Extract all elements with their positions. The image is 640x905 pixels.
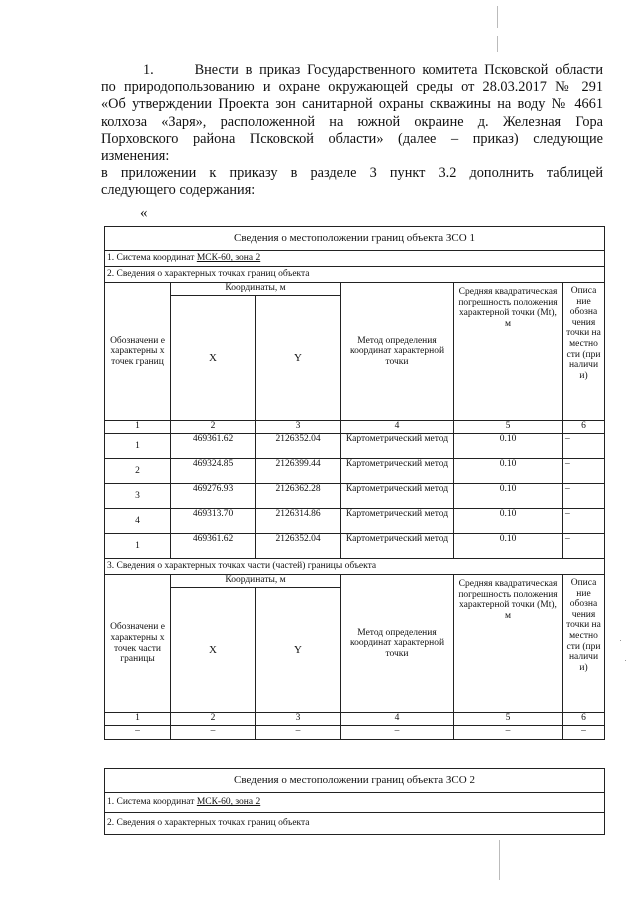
scan-mark [497, 36, 498, 52]
intro-text [101, 62, 603, 200]
part-cell: – [563, 726, 605, 740]
table-row [105, 484, 605, 509]
header-accuracy: Средняя квадратическая погрешность положения характерной точки (Mt), м [454, 283, 563, 421]
zso1-section-3: 3. Сведения о характерных точках части (частей) границы объекта [105, 559, 605, 575]
scan-dot [625, 660, 626, 661]
zso1-section-2: 2. Сведения о характерных точках границ объекта [105, 267, 605, 283]
zso2-coord-system [105, 793, 605, 813]
cell-mt: 0.10 [454, 459, 563, 484]
col-number: 3 [256, 421, 341, 434]
part-header-x: X [171, 588, 256, 713]
header-x: X [171, 296, 256, 421]
cell-x: 469361.62 [171, 434, 256, 459]
cell-y: 2126352.04 [256, 434, 341, 459]
cell-point: 1 [105, 534, 171, 559]
coord-system-label: 1. Система координат [107, 797, 197, 808]
part-header-description: Описа ние обозна чения точки на местно сти (при наличи и) [563, 575, 605, 713]
table-row [105, 534, 605, 559]
cell-desc: – [563, 434, 605, 459]
cell-y: 2126352.04 [256, 534, 341, 559]
scan-mark [497, 6, 498, 28]
cell-method: Картометрический метод [341, 434, 454, 459]
col-number: 4 [341, 713, 454, 726]
cell-desc: – [563, 484, 605, 509]
intro-line-text: Внести в приказ Государственного комитета Псковской области [194, 62, 603, 78]
cell-x: 469324.85 [171, 459, 256, 484]
intro-line-7: в приложении к приказу в разделе 3 пункт 3.2 дополнить таблицей [101, 165, 603, 182]
zso2-table [104, 768, 605, 835]
cell-y: 2126399.44 [256, 459, 341, 484]
cell-mt: 0.10 [454, 534, 563, 559]
cell-method: Картометрический метод [341, 534, 454, 559]
part-header-accuracy: Средняя квадратическая погрешность положения характерной точки (Mt), м [454, 575, 563, 713]
part-header-point: Обозначени е характерны х точек части границы [105, 575, 171, 713]
header-y: Y [256, 296, 341, 421]
cell-method: Картометрический метод [341, 509, 454, 534]
cell-point: 4 [105, 509, 171, 534]
cell-x: 469361.62 [171, 534, 256, 559]
cell-desc: – [563, 459, 605, 484]
col-number: 5 [454, 421, 563, 434]
part-header-coords: Координаты, м [171, 575, 341, 588]
cell-mt: 0.10 [454, 484, 563, 509]
cell-method: Картометрический метод [341, 484, 454, 509]
col-number: 6 [563, 713, 605, 726]
cell-x: 469313.70 [171, 509, 256, 534]
intro-line-6: изменения: [101, 148, 170, 165]
cell-desc: – [563, 509, 605, 534]
col-number: 6 [563, 421, 605, 434]
part-cell: – [171, 726, 256, 740]
header-method: Метод определения координат характерной точки [341, 283, 454, 421]
zso2-section-2: 2. Сведения о характерных точках границ объекта [105, 813, 605, 835]
cell-y: 2126314.86 [256, 509, 341, 534]
header-coords: Координаты, м [171, 283, 341, 296]
table-row [105, 434, 605, 459]
intro-line-3: «Об утверждении Проекта зон санитарной охраны скважины на воду № 4661 [101, 96, 603, 113]
part-cell: – [105, 726, 171, 740]
zso2-title: Сведения о местоположении границ объекта ЗСО 2 [105, 769, 605, 793]
cell-point: 3 [105, 484, 171, 509]
cell-mt: 0.10 [454, 434, 563, 459]
cell-point: 1 [105, 434, 171, 459]
cell-mt: 0.10 [454, 509, 563, 534]
part-cell: – [454, 726, 563, 740]
coord-system-value: МСК-60, зона 2 [196, 797, 261, 808]
intro-line-4: колхоза «Заря», расположенной на южной окраине д. Железная Гора [101, 113, 603, 130]
coord-system-value: МСК-60, зона 2 [196, 253, 261, 264]
item-number: 1. [143, 62, 154, 78]
part-cell: – [341, 726, 454, 740]
zso1-title: Сведения о местоположении границ объекта ЗСО 1 [105, 227, 605, 251]
col-number: 1 [105, 421, 171, 434]
zso1-table [104, 226, 605, 740]
intro-line-8: следующего содержания: [101, 182, 256, 199]
table-row [105, 459, 605, 484]
part-header-y: Y [256, 588, 341, 713]
intro-line-1 [101, 62, 603, 79]
table-row [105, 509, 605, 534]
part-cell: – [256, 726, 341, 740]
cell-method: Картометрический метод [341, 459, 454, 484]
zso1-coord-system [105, 251, 605, 267]
cell-y: 2126362.28 [256, 484, 341, 509]
cell-point: 2 [105, 459, 171, 484]
table-row [105, 726, 605, 740]
col-number: 2 [171, 421, 256, 434]
scan-dot [620, 640, 621, 641]
header-description: Описа ние обозна чения точки на местно сти (при наличи и) [563, 283, 605, 421]
header-point: Обозначени е характерны х точек границ [105, 283, 171, 421]
col-number: 3 [256, 713, 341, 726]
opening-quote: « [140, 205, 148, 221]
coord-system-label: 1. Система координат [107, 253, 197, 264]
part-header-method: Метод определения координат характерной точки [341, 575, 454, 713]
cell-x: 469276.93 [171, 484, 256, 509]
col-number: 1 [105, 713, 171, 726]
col-number: 4 [341, 421, 454, 434]
cell-desc: – [563, 534, 605, 559]
intro-line-5: Порховского района Псковской области» (далее – приказ) следующие [101, 130, 603, 147]
intro-line-2: по природопользованию и охране окружающей среды от 28.03.2017 № 291 [101, 79, 603, 96]
col-number: 2 [171, 713, 256, 726]
scan-mark [499, 840, 500, 880]
col-number: 5 [454, 713, 563, 726]
